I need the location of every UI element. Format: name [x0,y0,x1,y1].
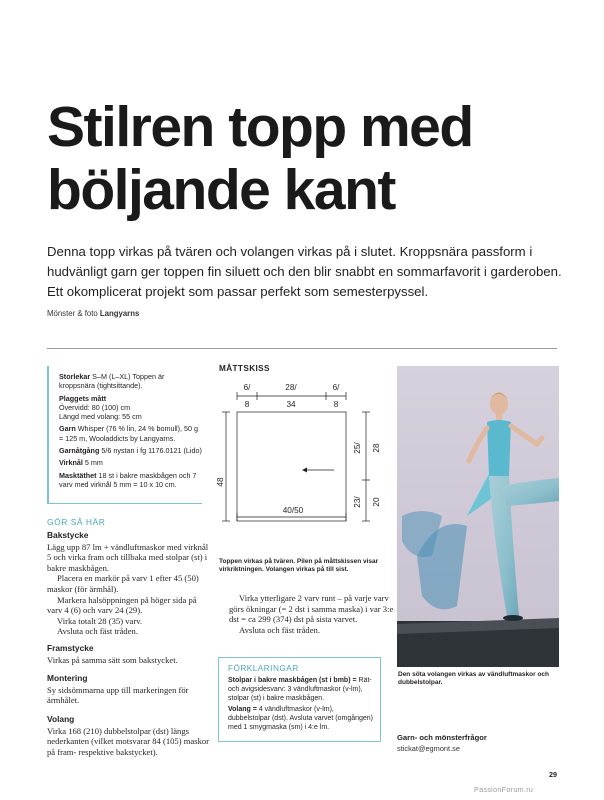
spec-label: Masktäthet [59,470,97,480]
dim-top-1: 6/ [243,383,251,392]
body-paragraph: Lägg upp 87 lm + vändluftmaskor med virknål 5 och virka fram och tillbaka med stolpar (st) i bakre maskbågen. [47,541,209,573]
body-paragraph: Virka ytterligare 2 varv runt – på varje varv görs ökningar (= 2 dst i samma maska) i var 3:e dst = ca 299 (374) dst på sista varvet. [229,593,394,625]
model-photo [397,366,559,667]
yarn-questions-heading: Garn- och mönsterfrågor [397,733,487,742]
credit-name: Langyarns [99,309,140,318]
dim-top-2: 28/ [285,383,297,392]
body-paragraph: Virkas på samma sätt som bakstycket. [47,654,178,665]
body-paragraph: Sy sidsömmarna upp till markeringen för ärmhålet. [47,684,189,706]
spec-virknal [59,458,202,467]
spec-garnatgang [59,446,202,455]
forklaring-label: Stolpar i bakre maskbågen (st i bmb) = [228,677,357,684]
garment-outline [237,412,346,521]
forklaringar-heading: FÖRKLARINGAR [228,664,299,673]
dim-top-3: 6/ [332,383,340,392]
dim-right-4: 20 [372,497,381,507]
contact-email[interactable]: stickat@egmont.se [397,744,460,753]
dim-right-3: 23/ [353,496,362,508]
instructions-heading: GÖR SÅ HÄR [47,517,106,527]
dim-right-2: 28 [372,443,381,453]
section-heading: Bakstycke [47,530,89,540]
spec-garn [59,424,202,443]
dim-left: 48 [216,477,225,487]
spec-line: Övervidd: 80 (100) cm [59,402,131,412]
spec-label: Garnåtgång [59,446,100,456]
section-montering [47,673,212,706]
spec-label: Storlekar [59,372,91,381]
spec-label: Plaggets mått [59,393,107,403]
spec-text: 5/6 nystan i fg 1176.0121 (Lido) [99,446,202,456]
credit-line [47,309,139,318]
forklaring-item [228,706,373,732]
credit-prefix: Mönster & foto [47,309,100,318]
title-line-1: Stilren topp med [47,95,473,159]
section-heading: Framstycke [47,643,94,653]
forklaring-text: 4 vändluftmaskor (v-lm), dubbelstolpar (dst). Avsluta varvet (omgången) med 1 smygmaska (sm) i 4:e lm. [228,706,374,731]
body-paragraph: Virka 168 (210) dubbelstolpar (dst) längs nederkanten (vilket motsvarar 84 (105) maskor på fram- respektive bakstycket). [47,725,210,757]
specs-box [47,366,202,504]
spec-label: Virknål [59,458,83,468]
dim-right-1: 25/ [353,442,362,454]
body-paragraph: Placera en markör på varv 1 efter 45 (50) maskor (för ärmhål). [47,573,199,594]
dim-bottom: 40/50 [282,506,304,515]
spec-text: 5 mm [82,458,103,468]
mattskiss-heading: MÅTTSKISS [219,364,270,373]
body-paragraph: Avsluta och fäst tråden. [57,626,138,637]
intro-paragraph: Denna topp virkas på tvären och volangen virkas på i slutet. Kroppsnära passform i hudvänligt garn ger toppen fin siluett och den blir snabbt en sommarfavorit i garderoben. Ett okomplicerat projekt som passar perfekt som semesterpyssel. [47,244,562,299]
spec-masktathet [59,471,202,490]
dim-top-5: 34 [286,400,296,409]
forklaring-label: Volang = [228,706,257,714]
body-paragraph: Avsluta och fäst tråden. [239,624,320,635]
body-paragraph: Virka totalt 28 (35) varv. [57,615,143,626]
page-number: 29 [549,770,557,779]
dim-top-4: 8 [244,400,250,409]
spec-label: Garn [59,424,76,434]
section-volang [47,714,212,757]
page-title [47,96,587,222]
arrow-head [302,468,307,473]
spec-line: Längd med volang: 55 cm [59,412,142,422]
section-heading: Volang [47,714,75,724]
divider-line [47,348,557,349]
forklaring-text: Rät- och avigsidesvarv: 3 vändluftmaskor (v-lm), stolpar (st) i bakre maskbågen. [228,677,372,702]
spec-plaggets-matt [59,394,202,422]
title-line-2: böljande kant [47,158,395,222]
spec-storlekar [59,372,202,391]
section-bakstycke [47,530,212,637]
body-paragraph: Markera halsöppningen på höger sida på varv 4 (6) och varv 24 (29). [47,594,197,616]
forklaringar-box [218,657,381,742]
photo-caption: Den söta volangen virkas av vändluftmaskor och dubbelstolpar. [398,671,549,687]
measurement-diagram [214,376,396,556]
section-heading: Montering [47,673,88,683]
spec-text: 18 st i bakre maskbågen och 7 varv med virknål 5 mm = 10 x 10 cm. [59,470,197,489]
top-garment [487,420,511,479]
diagram-caption: Toppen virkas på tvären. Pilen på måttskissen visar virkriktningen. Volangen virkas på till sist. [219,558,379,574]
middle-column-text [229,593,395,635]
forklaring-item [228,677,373,703]
section-framstycke [47,643,212,665]
spec-text: S–M (L–XL) Toppen är kroppsnära (tightsittande). [59,372,165,391]
watermark: PassionForum.ru [474,785,534,794]
spec-text: Whisper (76 % lin, 24 % bomull), 50 g = 125 m, Wooladdicts by Langyarns. [59,424,199,443]
dim-top-6: 8 [333,400,339,409]
